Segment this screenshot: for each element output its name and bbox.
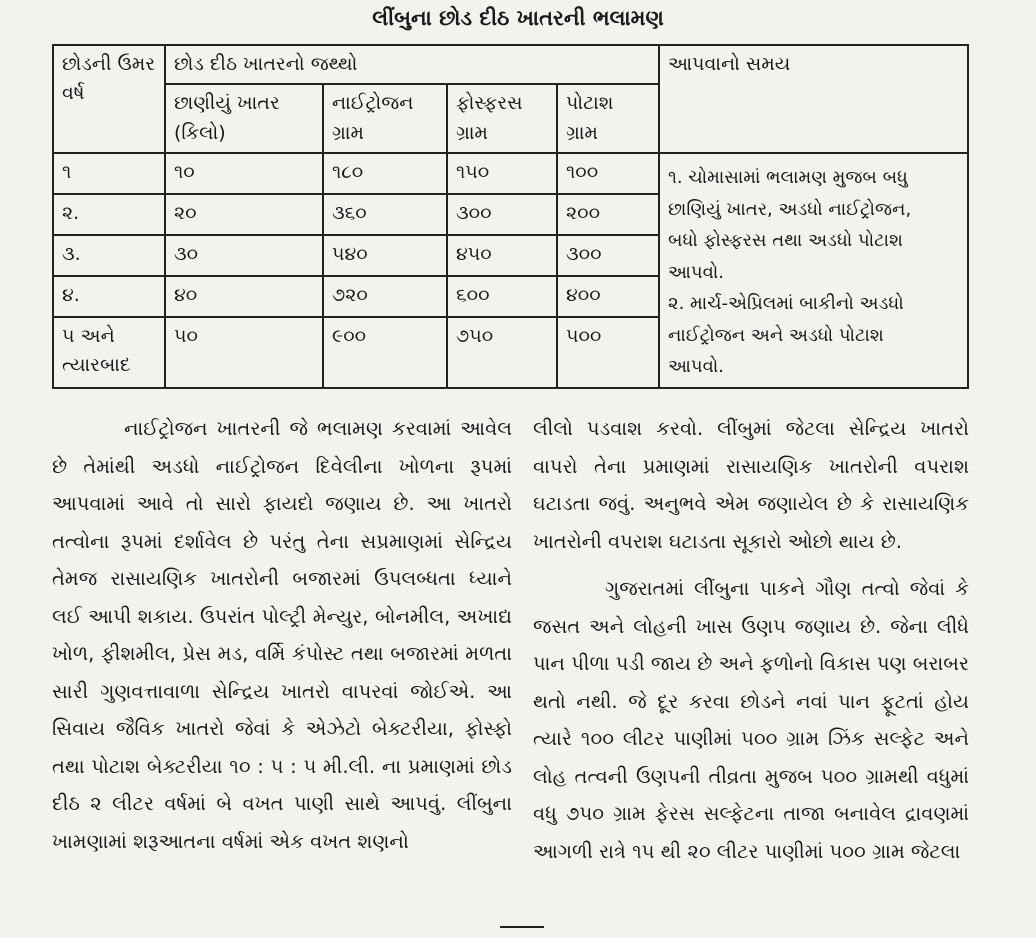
table-cell: ૫૦ [165,317,323,388]
table-cell: ૫૪૦ [323,235,447,276]
table-cell: ૨૦ [165,194,323,235]
time-line: આપવો. [668,356,725,378]
table-cell: ૬૦૦ [447,276,557,317]
table-cell: ૧૦૦ [557,153,659,194]
table-cell: ૩. [53,235,165,276]
left-text-column [52,410,512,870]
right-text-column [533,410,969,880]
table-cell: ૩૬૦ [323,194,447,235]
table-cell: ૭૨૦ [323,276,447,317]
subheader-nitrogen: નાઈટ્રોજન ગ્રામ [323,84,447,153]
age-header-cell: છોડની ઉમર વર્ષ [53,45,165,153]
table-cell: ૧ [53,153,165,194]
table-cell: ૫૦૦ [557,317,659,388]
table-cell: ૪૦૦ [557,276,659,317]
paragraph: લીલો પડવાશ કરવો. લીંબુમાં જેટલા સેન્દ્રિય ખાતરો વાપરો તેના પ્રમાણમાં રાસાયણિક ખાતરોની વપરાશ ઘટાડતા જવું. અનુભવે એમ જણાયેલ છે કે રાસાયણિક ખાતરોની વપરાશ ઘટાડતા સૂકારો ઓછો થાય છે. [533,417,969,553]
table-cell: ૨. [53,194,165,235]
table-cell: ૧૦ [165,153,323,194]
table-cell: ૭૫૦ [447,317,557,388]
subheader-potash: પોટાશ ગ્રામ [557,84,659,153]
table-row [53,153,968,194]
table-cell: ૪. [53,276,165,317]
table-cell: ૩૦ [165,235,323,276]
table-cell: ૪૦ [165,276,323,317]
table-cell: ૨૦૦ [557,194,659,235]
application-time-cell [659,153,968,388]
quantity-group-header: છોડ દીઠ ખાતરનો જથ્થો [165,45,659,84]
subheader-phosphorus: ફોસ્ફરસ ગ્રામ [447,84,557,153]
table-cell: ૧૮૦ [323,153,447,194]
table-cell: ૪૫૦ [447,235,557,276]
time-line: આપવો. [668,261,725,283]
time-header-cell: આપવાનો સમય [659,45,968,153]
time-line: ૧. ચોમાસામાં ભલામણ મુજબ બધુ [668,167,908,189]
table-cell: ૧૫૦ [447,153,557,194]
subheader-manure: છાણીયું ખાતર (કિલો) [165,84,323,153]
time-line: બધો ફોસ્ફરસ તથા અડધો પોટાશ [668,230,903,252]
time-line: નાઈટ્રોજન અને અડધો પોટાશ [668,324,884,346]
table-cell: ૩૦૦ [557,235,659,276]
page-title: લીંબુના છોડ દીઠ ખાતરની ભલામણ [372,6,664,30]
table-header-row [53,45,968,84]
time-line: ૨. માર્ચ-એપ્રિલમાં બાકીનો અડધો [668,293,904,315]
paragraph: ગુજરાતમાં લીંબુના પાકને ગૌણ તત્વો જેવાં કે જસત અને લોહની ખાસ ઉણપ જણાય છે. જેના લીધે પાન પીળા પડી જાય છે અને ફળોનો વિકાસ પણ બરાબર થતો નથી. જે દૂર કરવા છોડને નવાં પાન ફૂટતાં હોય ત્યારે ૧૦૦ લીટર પાણીમાં ૫૦૦ ગ્રામ ઝિંક સલ્ફેટ અને લોહ તત્વની ઉણપની તીવ્રતા મુજબ ૫૦૦ ગ્રામથી વધુમાં વધુ ૭૫૦ ગ્રામ ફેરસ સલ્ફેટના તાજા બનાવેલ દ્રાવણમાં આગળી રાત્રે ૧૫ થી ૨૦ લીટર પાણીમાં ૫૦૦ ગ્રામ જેટલા [533,577,969,863]
table-cell: ૯૦૦ [323,317,447,388]
table-cell: ૩૦૦ [447,194,557,235]
page-footer-mark [500,926,544,938]
fertilizer-table [52,44,969,389]
table-cell: ૫ અને ત્યારબાદ [53,317,165,388]
time-line: છાણિયું ખાતર, અડધો નાઈટ્રોજન, [668,198,912,220]
paragraph: નાઈટ્રોજન ખાતરની જે ભલામણ કરવામાં આવેલ છે તેમાંથી અડધો નાઈટ્રોજન દિવેલીના ખોળના રૂપમાં આપવામાં આવે તો સારો ફાયદો જણાય છે. આ ખાતરો તત્વોના રૂપમાં દર્શાવેલ છે પરંતુ તેના સપ્રમાણમાં સેન્દ્રિય તેમજ રાસાયણિક ખાતરોની બજારમાં ઉપલબ્ધતા ધ્યાને લઈ આપી શકાય. ઉપરાંત પોલ્ટ્રી મેન્યુર, બોનમીલ, અખાદ્ય ખોળ, ફીશમીલ, પ્રેસ મડ, વર્મિ કંપોસ્ટ તથા બજારમાં મળતા સારી ગુણવત્તાવાળા સેન્દ્રિય ખાતરો વાપરવાં જોઈએ. આ સિવાય જૈવિક ખાતરો જેવાં કે એઝેટો બેક્ટરીયા, ફોસ્ફો તથા પોટાશ બેક્ટરીયા ૧૦ : ૫ : ૫ મી.લી. ના પ્રમાણમાં છોડ દીઠ ૨ લીટર વર્ષમાં બે વખત પાણી સાથે આપવું. લીંબુના ખામણામાં શરૂઆતના વર્ષમાં એક વખત શણનો [52,417,512,853]
